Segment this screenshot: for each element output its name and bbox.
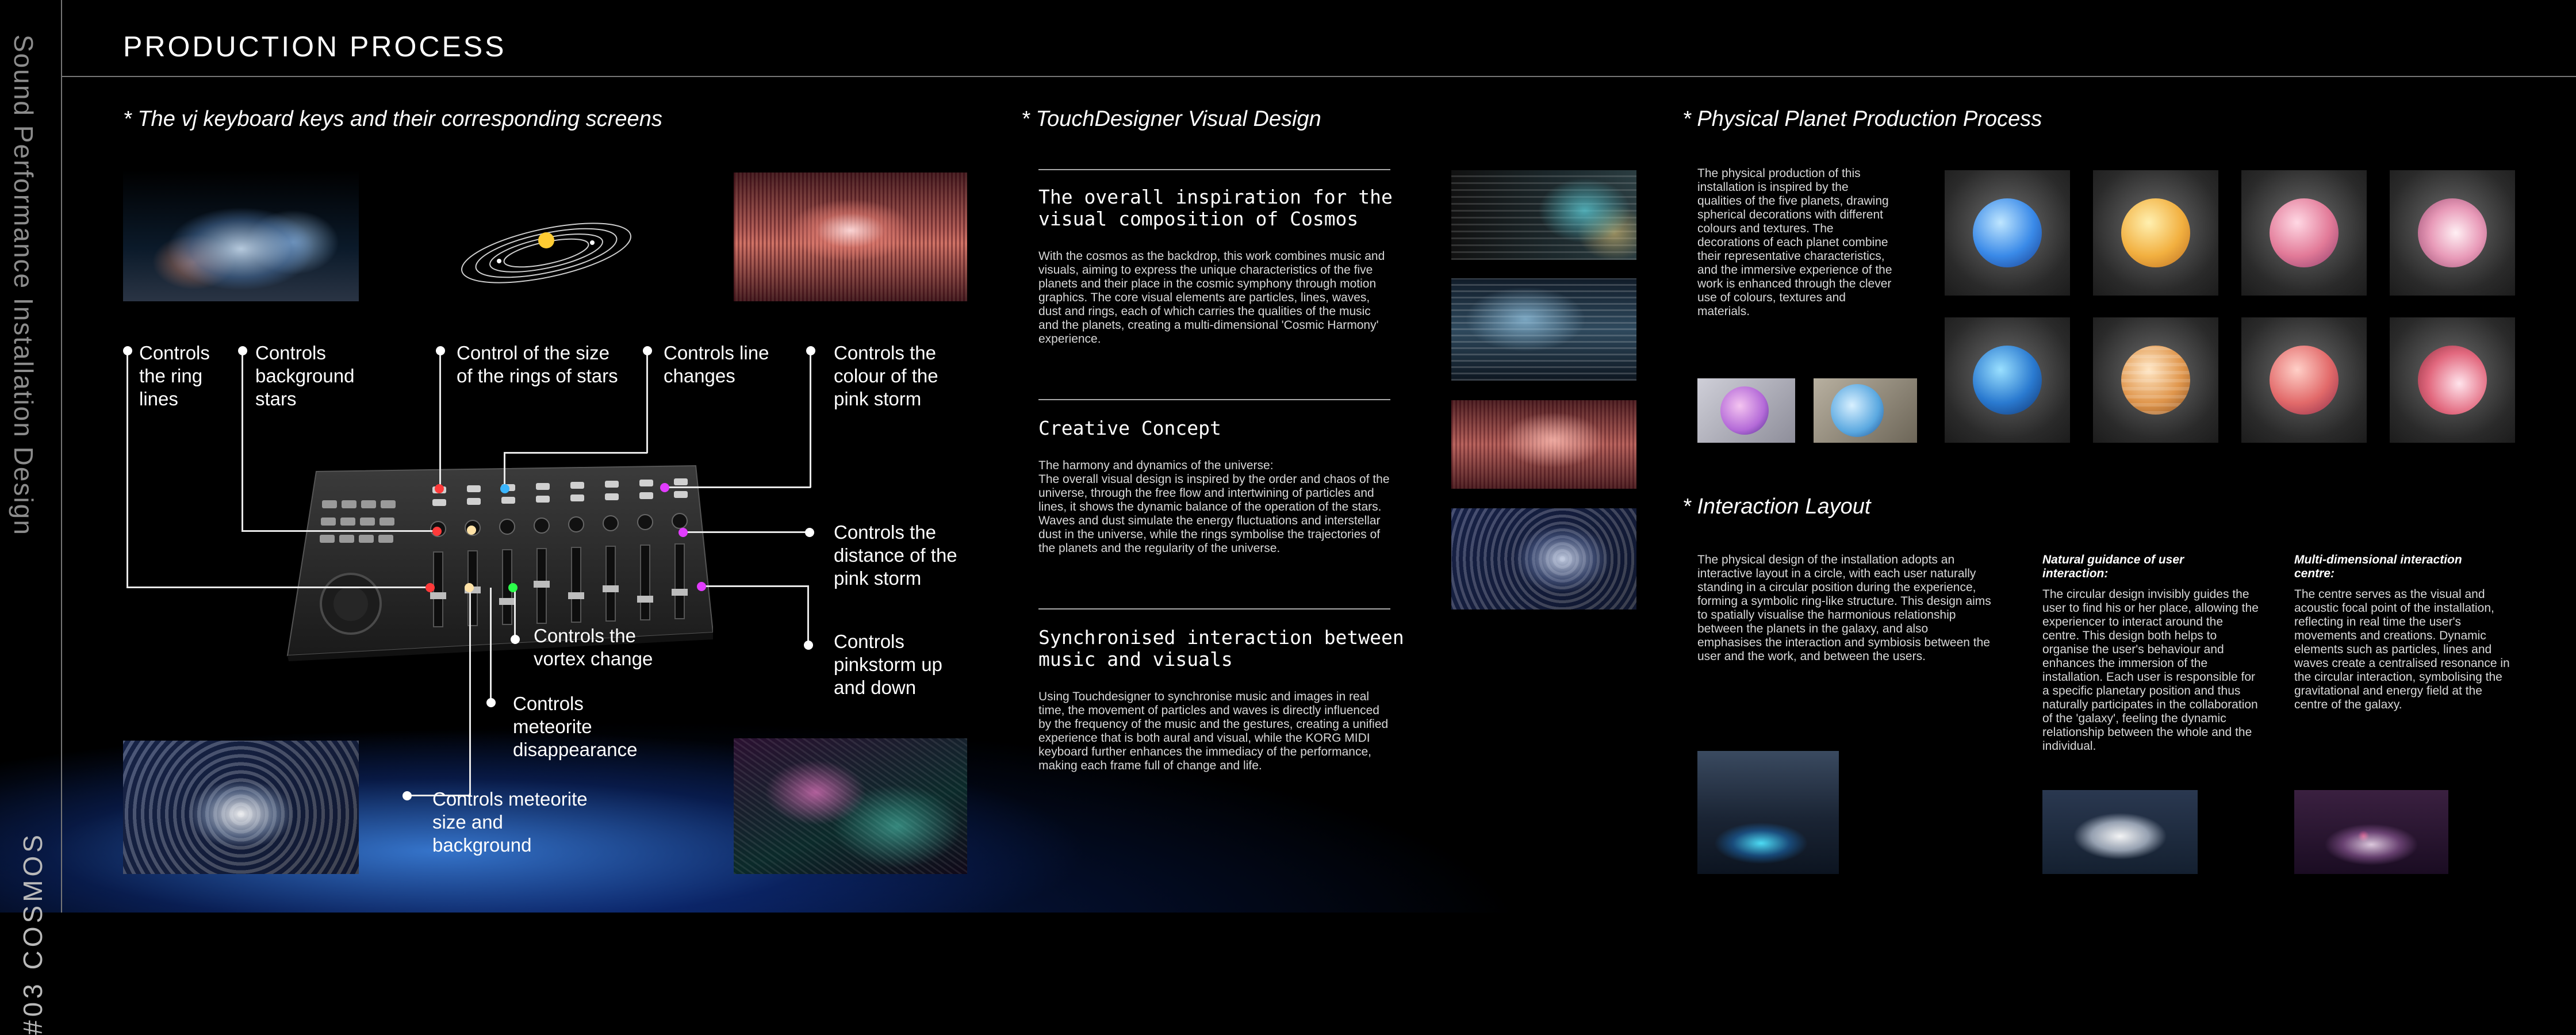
key-marker-magenta	[678, 528, 688, 537]
planet-photo-5	[1945, 317, 2070, 443]
divider	[1038, 169, 1390, 170]
planet-photo-7	[2241, 317, 2367, 443]
installation-photo-3	[2294, 790, 2448, 874]
divider	[1038, 399, 1390, 400]
photo-painting-2	[1814, 378, 1917, 443]
keyboard-section-title: * The vj keyboard keys and their corresponding screens	[123, 107, 662, 131]
td-block-1-heading: The overall inspiration for the visual composition of Cosmos	[1038, 186, 1393, 230]
label-pink-storm-colour: Controls the colour of the pink storm	[834, 342, 938, 409]
installation-photo-2	[2042, 790, 2198, 874]
centre-text: The centre serves as the visual and acoustic focal point of the installation, reflecting in real time the user's movements and creations. Dynamic elements such as particles, lines and waves create a centralised resonance in the circular interaction, symbolising the gravitational and energy field at the centre of the galaxy.	[2294, 588, 2510, 711]
guidance-heading: Natural guidance of user interaction:	[2042, 553, 2184, 580]
marker-dot	[643, 346, 652, 355]
side-project-tag: #03 COSMOS	[18, 831, 48, 1035]
key-marker-green	[508, 583, 518, 592]
td-screenshot-1	[1451, 170, 1636, 260]
marker-dot	[123, 346, 132, 355]
td-block-3-heading: Synchronised interaction between music and visuals	[1038, 626, 1404, 670]
planet-photo-6	[2093, 317, 2218, 443]
key-marker-cream	[467, 526, 476, 535]
label-background-stars: Controls background stars	[255, 342, 355, 409]
planet-photo-3	[2241, 170, 2367, 296]
td-block-2-text: The harmony and dynamics of the universe: The overall visual design is inspired by the order and chaos of the universe, through the free flow and intertwining of particles and lines, it shows the dynamic balance of the operation of the stars. Waves and dust simulate the energy fluctuations and interstellar dust in the universe, while the rings symbolise the trajectories of the planets and the regularity of the universe.	[1038, 459, 1390, 555]
photo-painting-1	[1697, 378, 1795, 443]
label-rings-size: Control of the size of the rings of stars	[457, 342, 618, 386]
key-marker-red	[425, 583, 435, 592]
td-screenshot-2	[1451, 278, 1636, 381]
planet-photo-4	[2390, 170, 2515, 296]
touchdesigner-section-title: * TouchDesigner Visual Design	[1021, 107, 1321, 131]
side-project-title: Sound Performance Installation Design	[9, 34, 39, 536]
label-pinkstorm-updown: Controls pinkstorm up and down	[834, 631, 942, 698]
label-line-changes: Controls line changes	[664, 342, 769, 386]
screen-vortex	[123, 741, 359, 874]
label-pink-storm-distance: Controls the distance of the pink storm	[834, 522, 957, 589]
planet-photo-8	[2390, 317, 2515, 443]
centre-heading: Multi-dimensional interaction centre:	[2294, 553, 2462, 580]
td-block-3-text: Using Touchdesigner to synchronise music and images in real time, the movement of particles and waves is directly influenced by the frequency of the music and the gestures, creating a unified experience that is both aural and visual, while the KORG MIDI keyboard further enhances the immediacy of the performance, making each frame full of change and life.	[1038, 690, 1389, 772]
planet-description: The physical production of this installation is inspired by the qualities of the five planets, drawing spherical decorations with different colours and textures. The decorations of each planet combine their representative characteristics, and the immersive experience of the work is enhanced through the clever use of colours, textures and materials.	[1697, 167, 1892, 318]
marker-dot	[402, 791, 412, 800]
screen-star-rings	[448, 213, 644, 293]
td-block-1-text: With the cosmos as the backdrop, this work combines music and visuals, aiming to express the unique characteristics of the five planets and their place in the cosmic symphony through motion graphics. The core visual elements are particles, lines, waves, dust and rings, each of which carries the qualities of the music and the planets, creating a multi-dimensional 'Cosmic Harmony' experience.	[1038, 250, 1385, 346]
key-marker-magenta	[697, 582, 706, 591]
key-marker-red	[435, 484, 444, 493]
interaction-intro: The physical design of the installation adopts an interactive layout in a circle, with each user naturally standing in a circular position during the experience, forming a symbolic ring-like structure. This design aims to spatially visualise the harmonious relationship between the planets in the galaxy, and also emphasises the interaction and symbiosis between the user and the work, and between the users.	[1697, 553, 1991, 663]
screen-ring-crystal	[123, 170, 359, 301]
marker-dot	[436, 346, 445, 355]
header-divider	[61, 76, 2576, 77]
guidance-text: The circular design invisibly guides the user to find his or her place, allowing the experiencer to interact around the centre. This design both helps to organise the user's behaviour and enhances the immersion of the installation. Each user is responsible for a specific planetary position and thus naturally participates in the collaboration of the 'galaxy', feeling the dynamic relationship between the whole and the individual.	[2042, 588, 2259, 753]
marker-dot	[806, 346, 815, 355]
interaction-section-title: * Interaction Layout	[1682, 494, 1871, 519]
td-block-2-heading: Creative Concept	[1038, 417, 1221, 439]
marker-dot	[511, 635, 520, 644]
marker-dot	[805, 528, 814, 537]
key-marker-blue	[500, 484, 509, 493]
planet-photo-2	[2093, 170, 2218, 296]
marker-dot	[804, 641, 813, 650]
screen-pink-storm	[734, 172, 967, 301]
key-marker-magenta	[660, 483, 669, 492]
label-meteorite-disappear: Controls meteorite disappearance	[513, 693, 638, 760]
td-screenshot-3	[1451, 400, 1636, 489]
installation-photo-1	[1697, 751, 1839, 874]
key-marker-cream	[465, 583, 474, 592]
screen-meteorite	[734, 738, 967, 874]
marker-dot	[486, 698, 496, 707]
label-vortex: Controls the vortex change	[534, 625, 653, 669]
vertical-divider	[61, 0, 62, 913]
label-meteorite-size: Controls meteorite size and background	[432, 788, 588, 856]
marker-dot	[238, 346, 247, 355]
divider	[1038, 608, 1390, 610]
key-marker-red	[432, 527, 442, 536]
planet-section-title: * Physical Planet Production Process	[1682, 107, 2042, 131]
td-screenshot-4	[1451, 508, 1636, 610]
page-title: PRODUCTION PROCESS	[123, 30, 507, 63]
label-ring-lines: Controls the ring lines	[139, 342, 210, 409]
planet-photo-1	[1945, 170, 2070, 296]
